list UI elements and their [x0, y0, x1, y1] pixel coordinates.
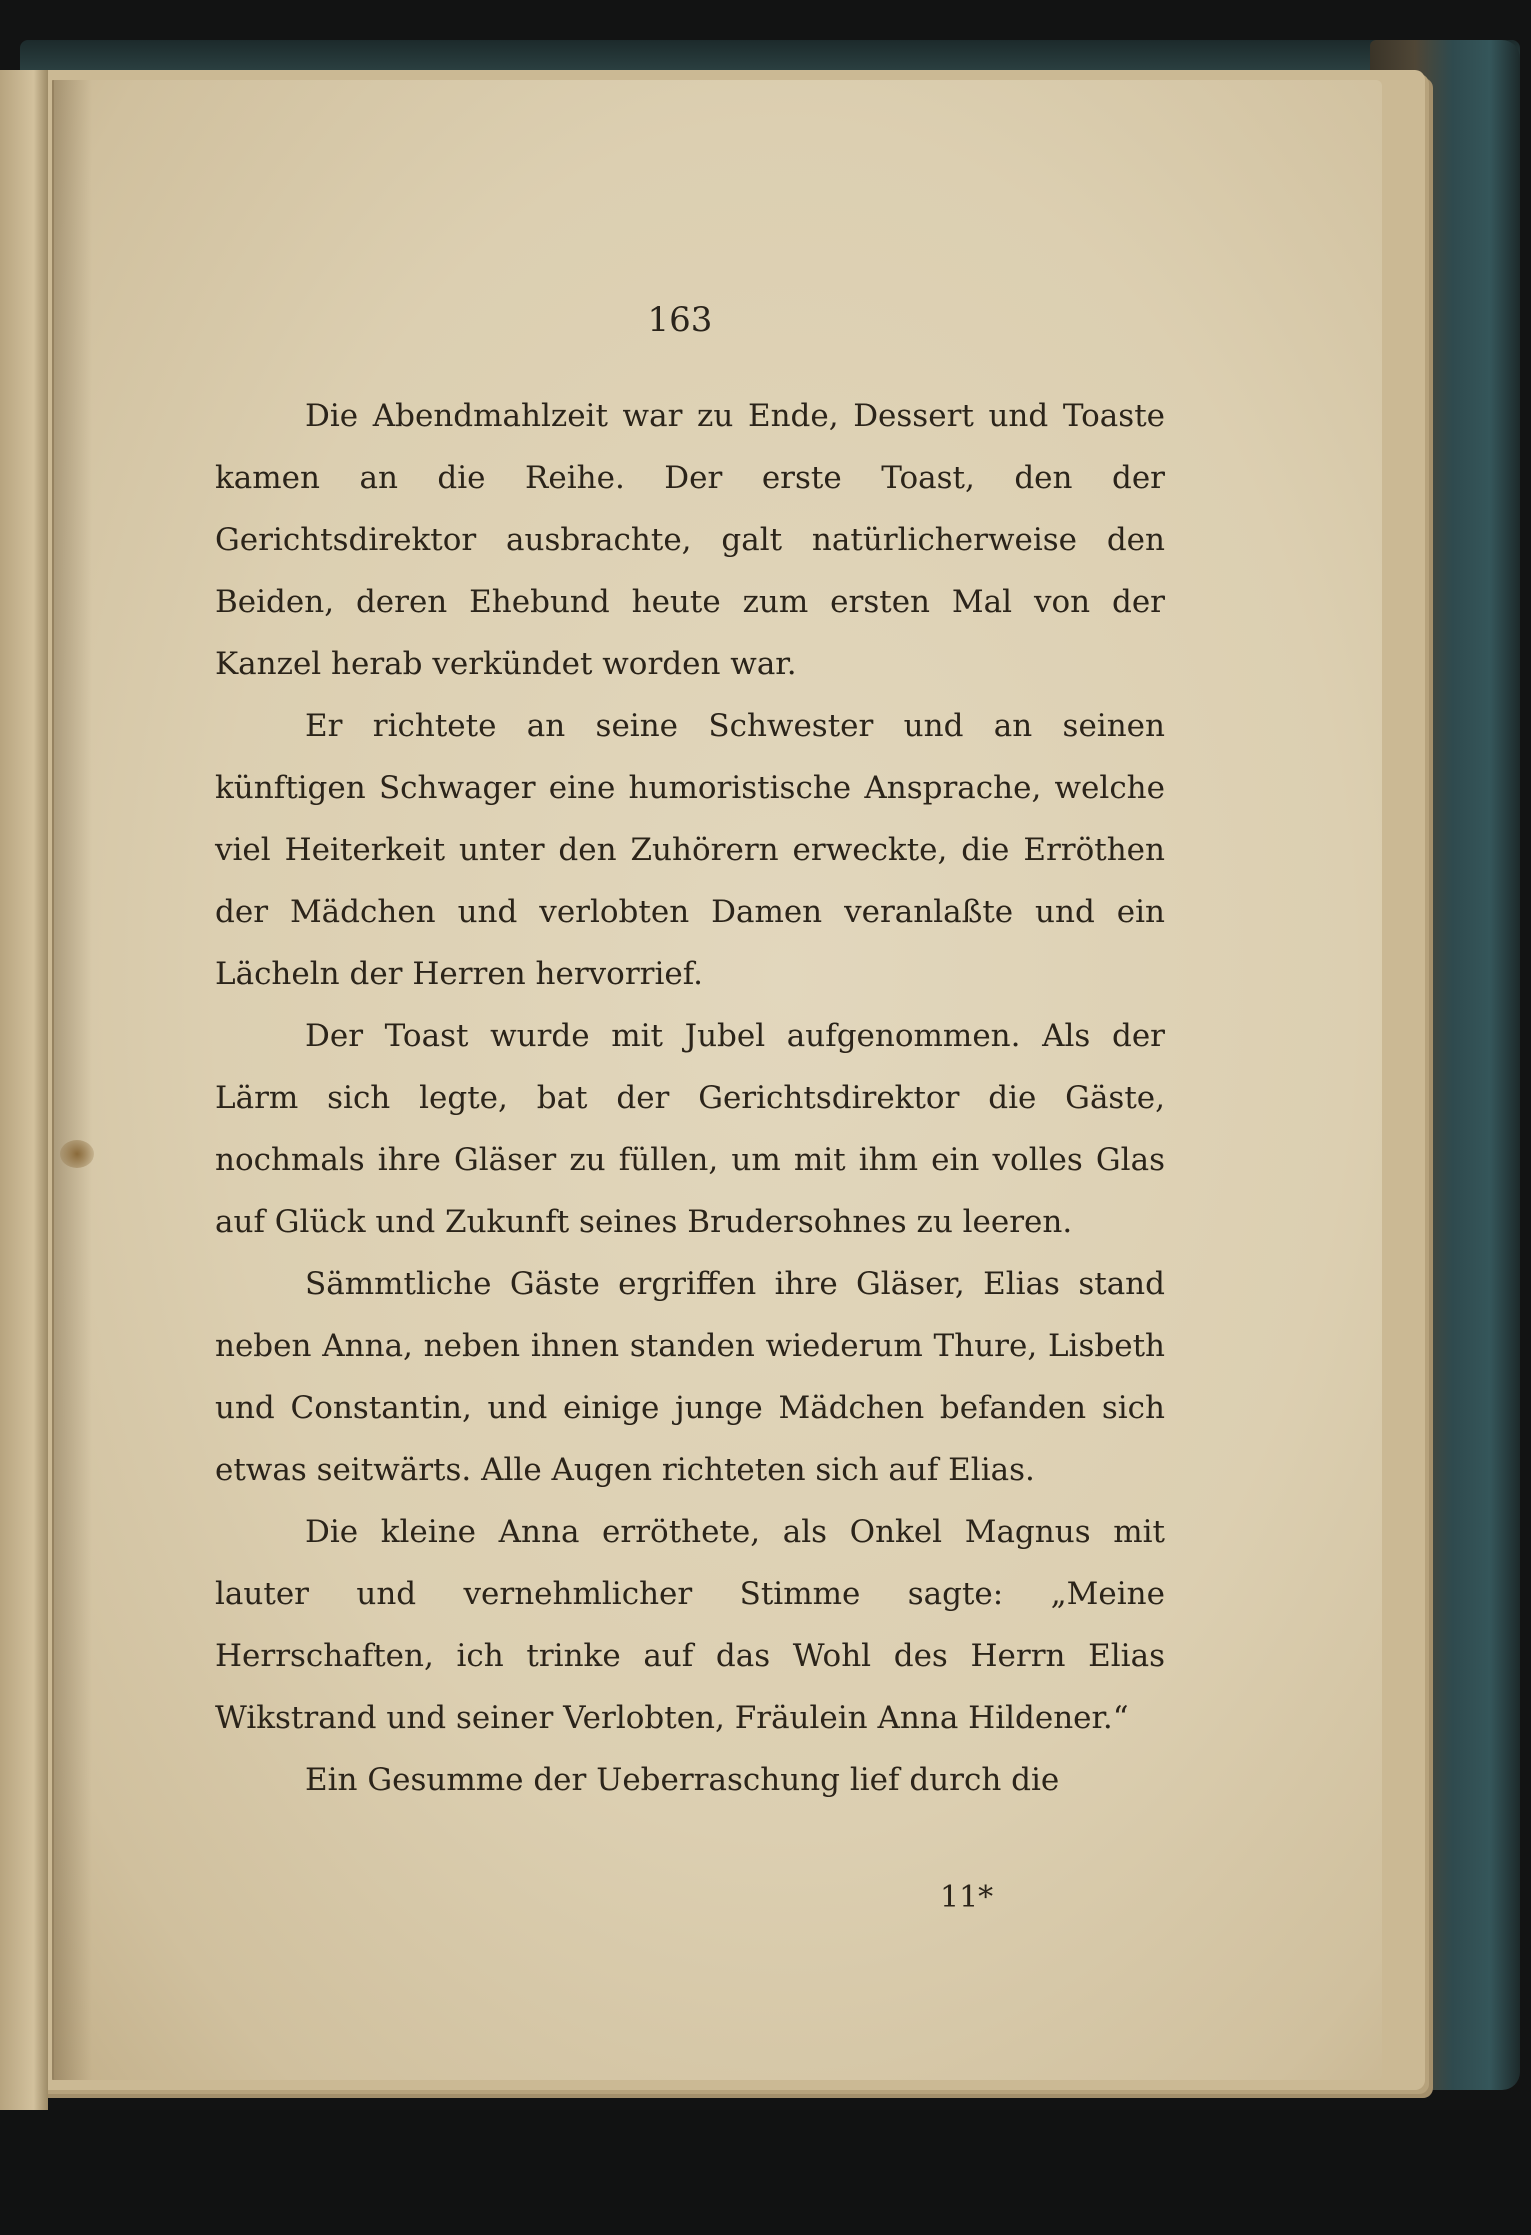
- paragraph: Die Abendmahlzeit war zu Ende, Dessert und Toaste kamen an die Reihe. Der erste Toast, den der Gerichtsdirektor ausbrachte, galt natürlicherweise den Beiden, deren Ehebund heute zum ersten Mal von der Kanzel herab verkündet worden war.: [215, 398, 1165, 682]
- paragraph: Der Toast wurde mit Jubel aufgenommen. Als der Lärm sich legte, bat der Gerichtsdirektor die Gäste, nochmals ihre Gläser zu füllen, um mit ihm ein volles Glas auf Glück und Zukunft seines Brudersohnes zu leeren.: [215, 1018, 1165, 1240]
- paragraph: Ein Gesumme der Ueberraschung lief durch die: [305, 1762, 1060, 1798]
- paragraph: Die kleine Anna erröthete, als Onkel Magnus mit lauter und vernehmlicher Stimme sagte: „Meine Herrschaften, ich trinke auf das Wohl des Herrn Elias Wikstrand und seiner Verlobten, Fräulein Anna Hildener.“: [215, 1514, 1165, 1736]
- paragraph: Er richtete an seine Schwester und an seinen künftigen Schwager eine humoristische Ansprache, welche viel Heiterkeit unter den Zuhörern erweckte, die Erröthen der Mädchen und verlobten Damen veranlaßte und ein Lächeln der Herren hervorrief.: [215, 708, 1165, 992]
- paragraph: Sämmtliche Gäste ergriffen ihre Gläser, Elias stand neben Anna, neben ihnen standen wiederum Thure, Lisbeth und Constantin, und einige junge Mädchen befanden sich etwas seitwärts. Alle Augen richteten sich auf Elias.: [215, 1266, 1165, 1488]
- page-text: [215, 385, 1165, 1811]
- background-band: [0, 2110, 1531, 2235]
- signature-mark: 11*: [940, 1880, 994, 1915]
- left-page-edge: [0, 70, 48, 2110]
- page-stain: [60, 1140, 94, 1168]
- page-number: 163: [647, 300, 713, 340]
